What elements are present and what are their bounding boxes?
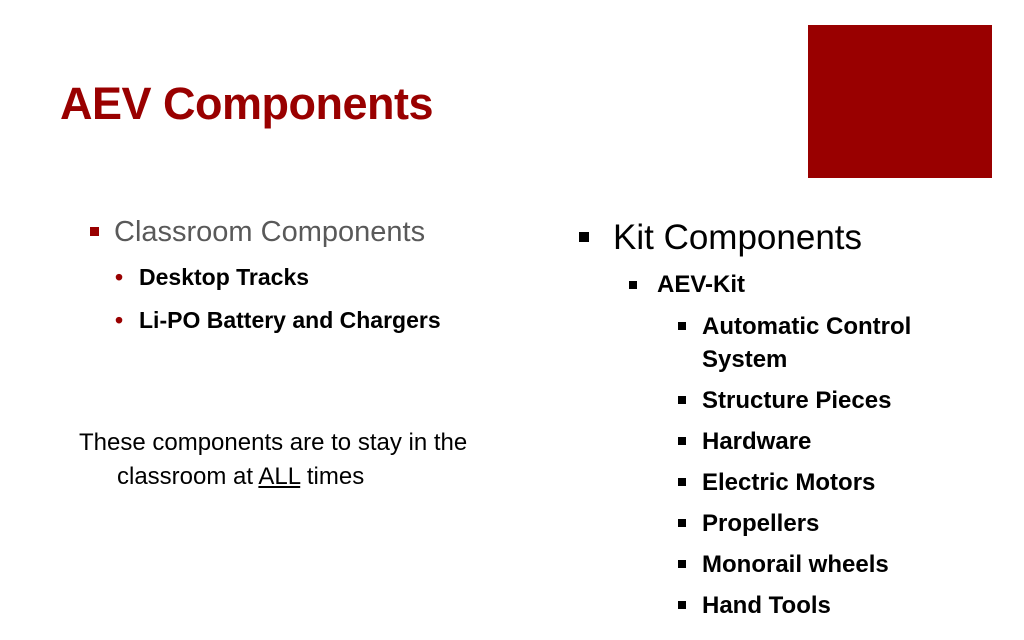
list-item (576, 425, 922, 458)
note-text-before: classroom at (117, 463, 259, 490)
list-item-label: Electric Motors (702, 469, 876, 496)
square-bullet-icon (678, 437, 686, 445)
slide-title: AEV Components (60, 78, 434, 129)
square-bullet-icon (629, 281, 637, 289)
list-item (576, 589, 922, 622)
round-bullet-icon: • (115, 264, 124, 290)
list-item (576, 384, 922, 417)
kit-components-list (576, 217, 1016, 630)
note-emphasis: ALL (258, 463, 301, 490)
note-line-2 (79, 460, 539, 494)
kit-components-heading (576, 217, 1016, 259)
aev-kit-label: AEV-Kit (657, 271, 746, 298)
list-item (576, 548, 922, 581)
list-item-lipo-battery (88, 305, 528, 335)
list-item (576, 466, 922, 499)
square-bullet-icon (90, 227, 99, 236)
square-bullet-icon (678, 519, 686, 527)
list-item-desktop-tracks (88, 262, 528, 292)
list-item (576, 507, 922, 540)
list-item-label: Hardware (702, 428, 812, 455)
square-bullet-icon (579, 232, 589, 242)
list-item-label: Desktop Tracks (139, 264, 310, 290)
square-bullet-icon (678, 560, 686, 568)
classroom-components-heading (88, 214, 528, 250)
list-item-label: Structure Pieces (702, 387, 892, 414)
kit-items (576, 310, 1016, 622)
list-item-label: Li-PO Battery and Chargers (139, 307, 441, 333)
note-text-after: times (300, 463, 365, 490)
square-bullet-icon (678, 396, 686, 404)
list-item-label: Propellers (702, 510, 820, 537)
aev-kit-subheading (576, 270, 1016, 300)
classroom-components-label: Classroom Components (114, 216, 426, 248)
accent-block (808, 25, 992, 178)
list-item-label: Hand Tools (702, 592, 831, 619)
note-line-1: These components are to stay in the (79, 429, 468, 456)
square-bullet-icon (678, 322, 686, 330)
list-item-label: Automatic Control System (702, 313, 912, 373)
list-item-label: Monorail wheels (702, 551, 889, 578)
square-bullet-icon (678, 478, 686, 486)
classroom-note (79, 426, 539, 494)
classroom-components-list (88, 214, 528, 335)
kit-components-label: Kit Components (613, 218, 863, 257)
square-bullet-icon (678, 601, 686, 609)
round-bullet-icon: • (115, 307, 124, 333)
list-item (576, 310, 922, 376)
